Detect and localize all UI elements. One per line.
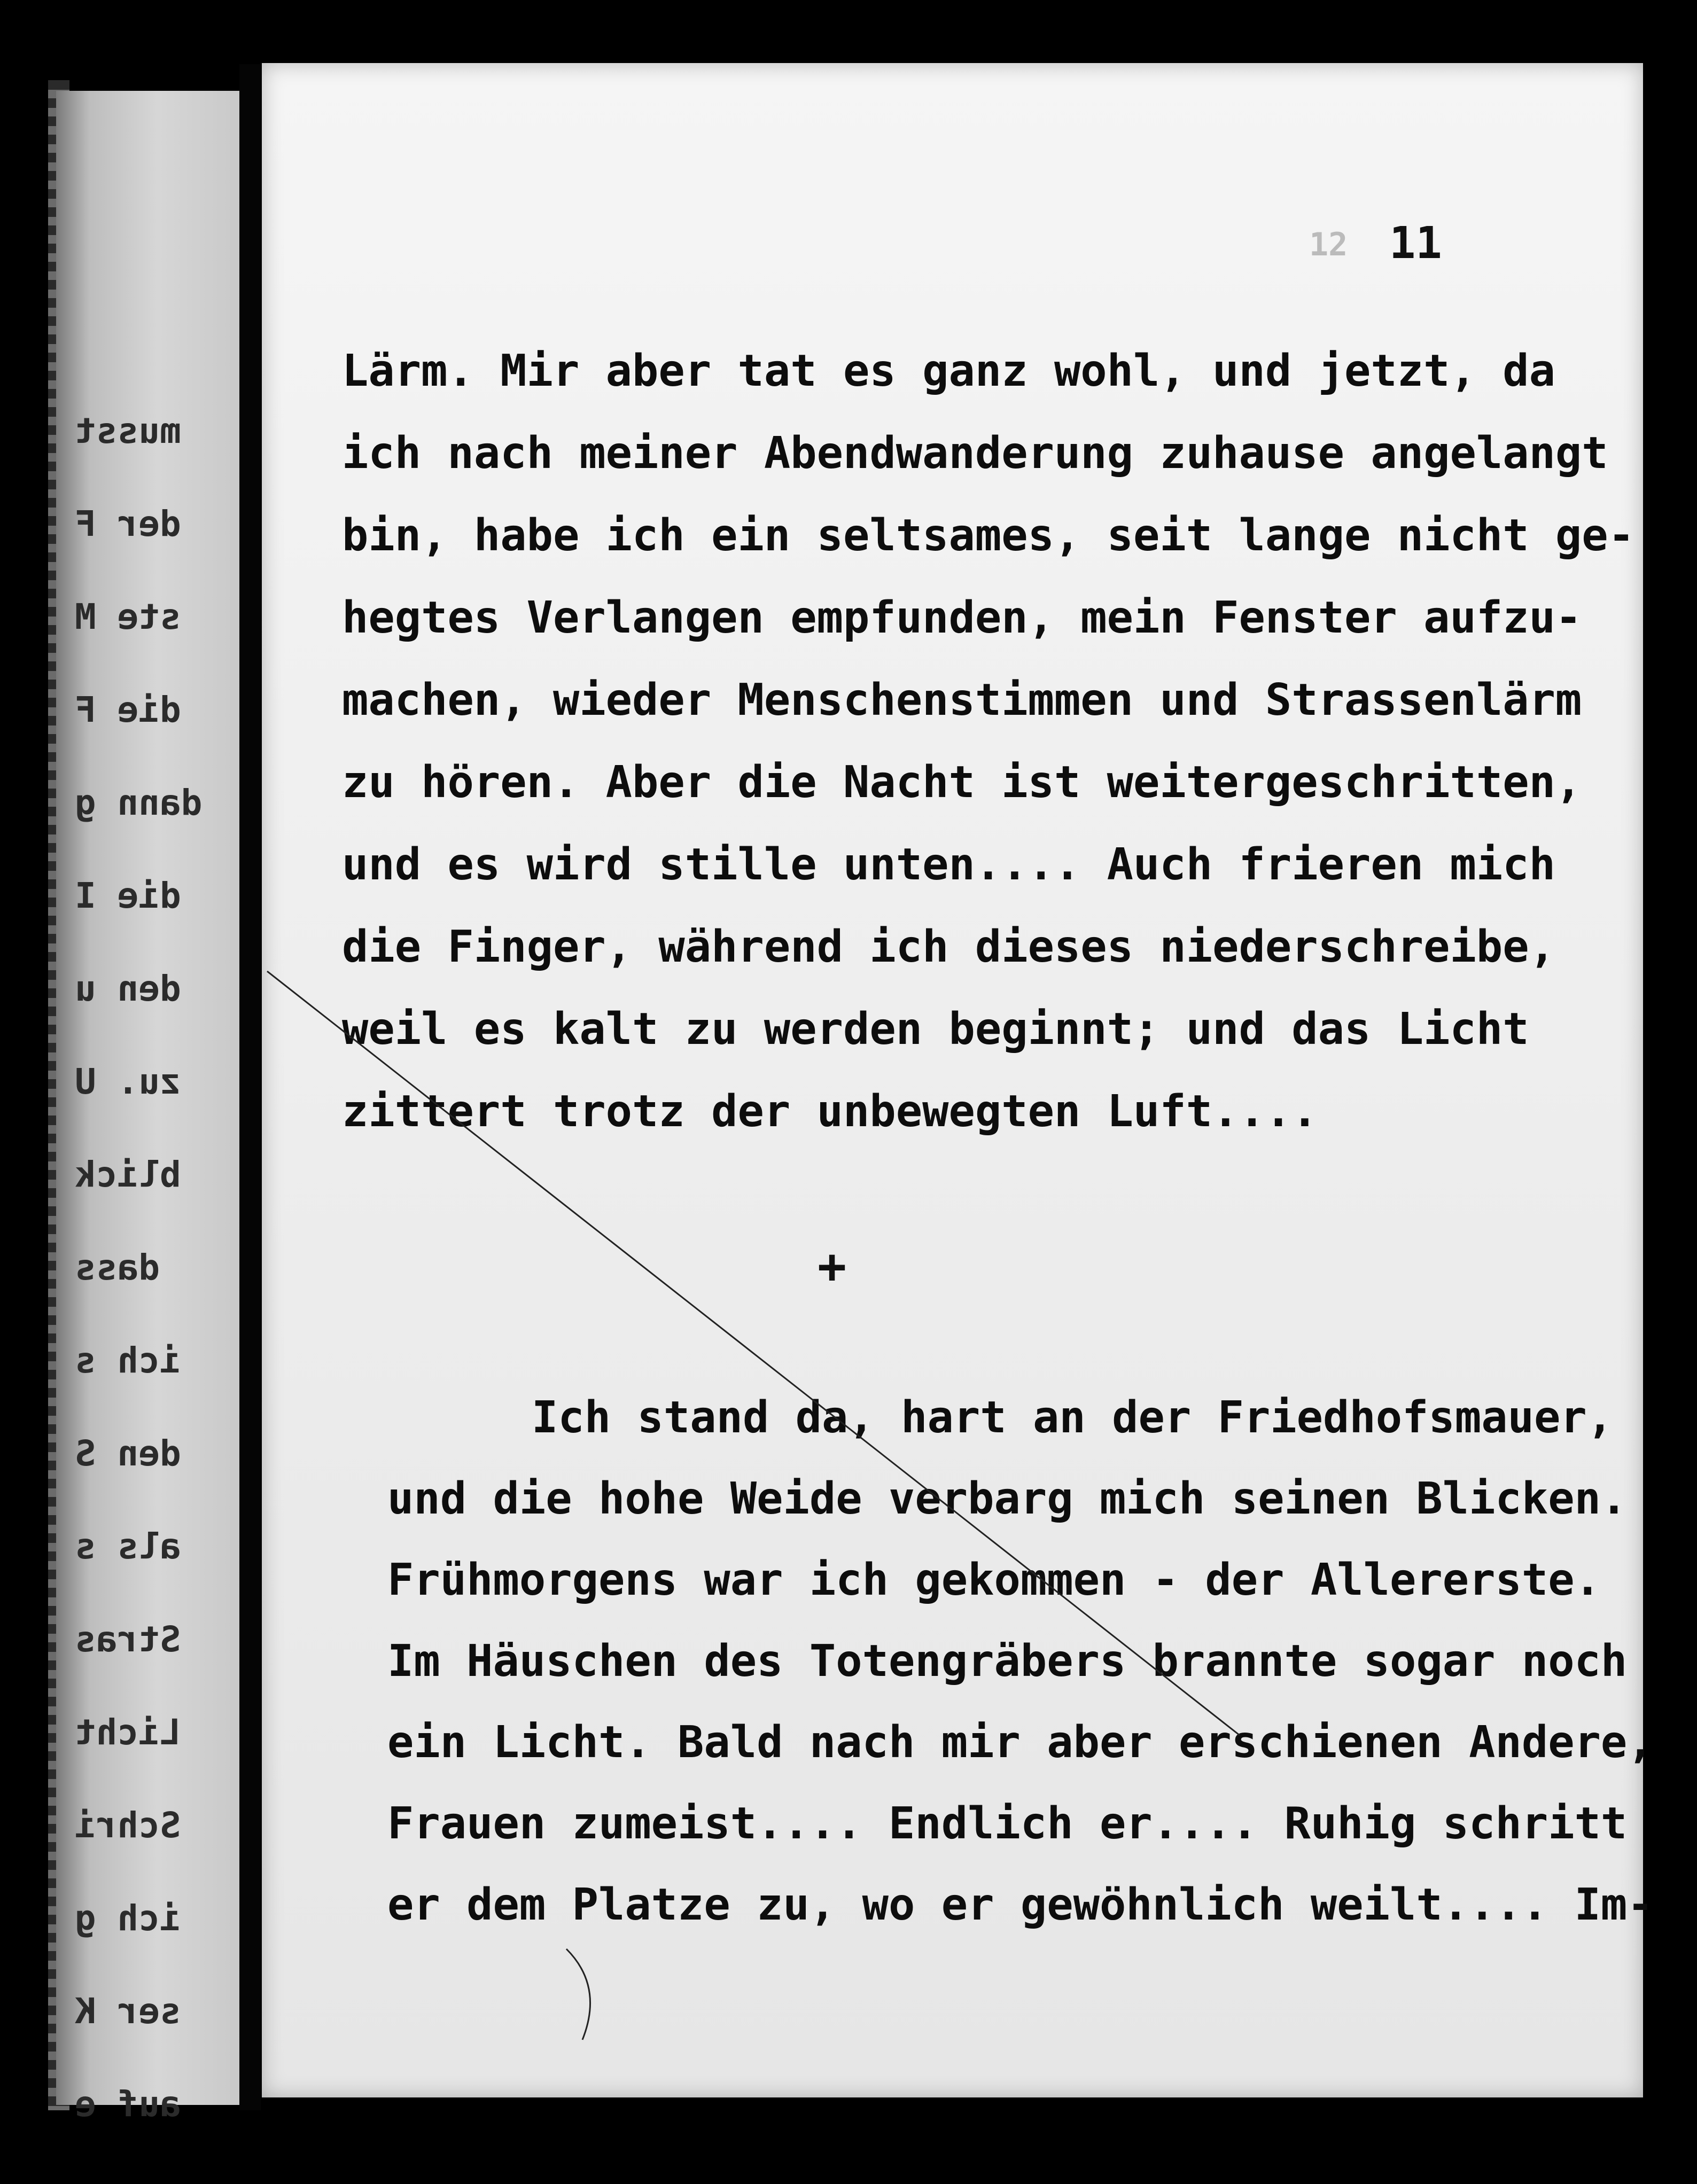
- text-line: Frühmorgens war ich gekommen - der Allererste.: [387, 1555, 1601, 1605]
- adjacent-page-text: [64, 385, 240, 2151]
- adjacent-line: blick: [75, 1154, 181, 1195]
- section-separator: +: [818, 1238, 847, 1294]
- text-line: Lärm. Mir aber tat es ganz wohl, und jetzt, da: [342, 346, 1555, 396]
- adjacent-line: ich g: [75, 1898, 181, 1939]
- adjacent-line: zu. U: [75, 1061, 181, 1102]
- page-number-faint: 12: [1309, 226, 1348, 263]
- adjacent-line: Schri: [75, 1805, 181, 1846]
- adjacent-line: Stras: [75, 1619, 181, 1660]
- text-line: ich nach meiner Abendwanderung zuhause angelangt: [342, 428, 1608, 479]
- adjacent-line: ser K: [75, 1991, 181, 2032]
- adjacent-line: die I: [75, 875, 181, 916]
- adjacent-line: den u: [75, 968, 181, 1009]
- typescript-page: [262, 63, 1654, 2097]
- pencil-stroke: [262, 63, 1654, 2097]
- adjacent-line: den S: [75, 1433, 181, 1474]
- text-line: und die hohe Weide verbarg mich seinen Blicken.: [387, 1473, 1628, 1524]
- text-line: Ich stand da, hart an der Friedhofsmauer,: [532, 1392, 1614, 1443]
- text-line: zittert trotz der unbewegten Luft....: [342, 1086, 1318, 1137]
- adjacent-line: als s: [75, 1526, 181, 1567]
- adjacent-line: die F: [75, 689, 181, 730]
- adjacent-line: auf e: [75, 2084, 181, 2125]
- adjacent-line: ste M: [75, 596, 181, 637]
- book-spine: [239, 64, 261, 2110]
- text-line: weil es kalt zu werden beginnt; und das Licht: [342, 1004, 1529, 1055]
- text-line: er dem Platze zu, wo er gewöhnlich weilt.... Im-: [387, 1879, 1654, 1930]
- page-number: 11: [1389, 218, 1442, 269]
- text-line: die Finger, während ich dieses niederschreibe,: [342, 922, 1555, 972]
- text-line: und es wird stille unten.... Auch frieren mich: [342, 839, 1555, 890]
- text-line: Im Häuschen des Totengräbers brannte sogar noch: [387, 1636, 1628, 1687]
- text-line: Frauen zumeist.... Endlich er.... Ruhig schritt: [387, 1798, 1628, 1849]
- text-line: zu hören. Aber die Nacht ist weitergeschritten,: [342, 757, 1582, 808]
- text-line: ein Licht. Bald nach mir aber erschienen Andere,: [387, 1717, 1654, 1768]
- text-line: bin, habe ich ein seltsames, seit lange nicht ge-: [342, 510, 1635, 561]
- adjacent-line: Licht: [75, 1712, 181, 1753]
- adjacent-line: musst: [75, 410, 181, 451]
- adjacent-line: ich s: [75, 1340, 181, 1381]
- adjacent-line: dann g: [75, 782, 203, 823]
- text-line: hegtes Verlangen empfunden, mein Fenster aufzu-: [342, 592, 1582, 643]
- adjacent-line: der F: [75, 503, 181, 544]
- adjacent-line: dass: [75, 1247, 160, 1288]
- text-line: machen, wieder Menschenstimmen und Strassenlärm: [342, 675, 1582, 726]
